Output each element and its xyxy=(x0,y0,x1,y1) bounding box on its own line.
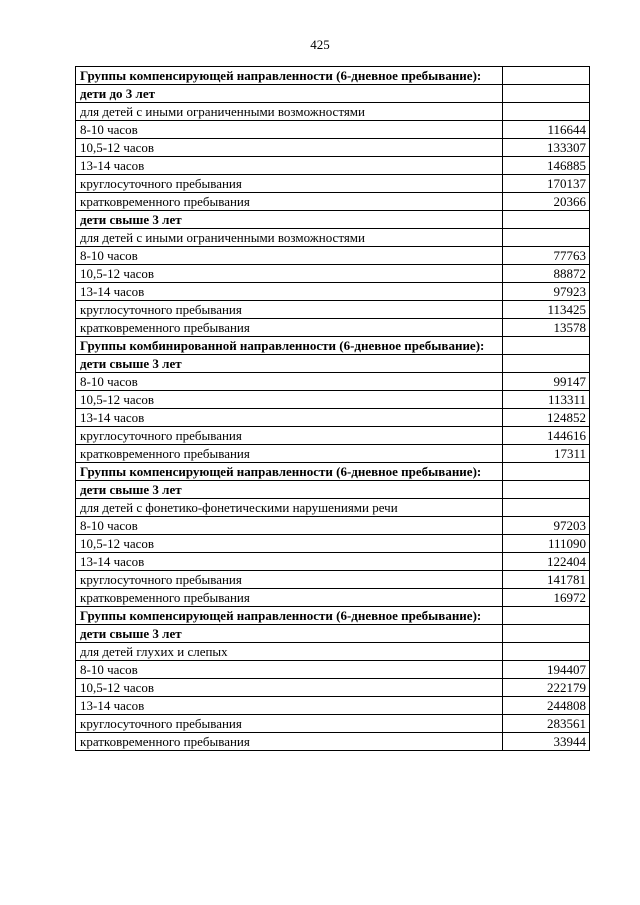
row-label: кратковременного пребывания xyxy=(76,193,503,211)
table-row xyxy=(76,391,590,409)
page-number: 425 xyxy=(310,37,330,52)
row-value: 16972 xyxy=(503,589,590,607)
row-label: 8-10 часов xyxy=(76,121,503,139)
table-section-row xyxy=(76,85,590,103)
row-value: 20366 xyxy=(503,193,590,211)
table-row xyxy=(76,229,590,247)
row-label: 13-14 часов xyxy=(76,283,503,301)
table-row xyxy=(76,247,590,265)
tariff-table-body xyxy=(76,67,590,751)
tariff-table xyxy=(75,66,590,751)
row-label: 13-14 часов xyxy=(76,409,503,427)
row-value: 113311 xyxy=(503,391,590,409)
table-row xyxy=(76,265,590,283)
table-section-row xyxy=(76,211,590,229)
row-label: кратковременного пребывания xyxy=(76,733,503,751)
table-row xyxy=(76,589,590,607)
table-section-row xyxy=(76,67,590,85)
table-row xyxy=(76,121,590,139)
row-label: для детей с иными ограниченными возможностями xyxy=(76,103,503,121)
table-row xyxy=(76,301,590,319)
row-value: 144616 xyxy=(503,427,590,445)
row-value: 222179 xyxy=(503,679,590,697)
table-row xyxy=(76,571,590,589)
row-label: 10,5-12 часов xyxy=(76,265,503,283)
row-value: 17311 xyxy=(503,445,590,463)
row-value: 170137 xyxy=(503,175,590,193)
table-row xyxy=(76,139,590,157)
row-label: круглосуточного пребывания xyxy=(76,571,503,589)
table-row xyxy=(76,157,590,175)
row-label: 8-10 часов xyxy=(76,661,503,679)
row-label: 8-10 часов xyxy=(76,517,503,535)
row-value: 133307 xyxy=(503,139,590,157)
table-row xyxy=(76,283,590,301)
row-value: 141781 xyxy=(503,571,590,589)
row-value xyxy=(503,337,590,355)
row-value: 13578 xyxy=(503,319,590,337)
row-label: для детей с иными ограниченными возможностями xyxy=(76,229,503,247)
table-row xyxy=(76,661,590,679)
row-label: кратковременного пребывания xyxy=(76,589,503,607)
table-section-row xyxy=(76,355,590,373)
table-row xyxy=(76,733,590,751)
table-section-row xyxy=(76,625,590,643)
table-section-row xyxy=(76,607,590,625)
table-row xyxy=(76,679,590,697)
table-row xyxy=(76,553,590,571)
row-value xyxy=(503,481,590,499)
row-label: дети до 3 лет xyxy=(76,85,503,103)
table-row xyxy=(76,175,590,193)
row-value xyxy=(503,607,590,625)
row-value xyxy=(503,499,590,517)
table-section-row xyxy=(76,337,590,355)
row-label: дети свыше 3 лет xyxy=(76,355,503,373)
row-label: 13-14 часов xyxy=(76,157,503,175)
row-value xyxy=(503,625,590,643)
row-label: 13-14 часов xyxy=(76,553,503,571)
row-label: 13-14 часов xyxy=(76,697,503,715)
row-label: 10,5-12 часов xyxy=(76,535,503,553)
row-value: 116644 xyxy=(503,121,590,139)
table-row xyxy=(76,643,590,661)
row-value: 97923 xyxy=(503,283,590,301)
row-label: круглосуточного пребывания xyxy=(76,301,503,319)
table-section-row xyxy=(76,481,590,499)
row-value: 113425 xyxy=(503,301,590,319)
table-row xyxy=(76,715,590,733)
table-row xyxy=(76,319,590,337)
row-label: кратковременного пребывания xyxy=(76,445,503,463)
row-value: 122404 xyxy=(503,553,590,571)
row-value xyxy=(503,103,590,121)
row-label: 8-10 часов xyxy=(76,373,503,391)
row-value: 33944 xyxy=(503,733,590,751)
table-row xyxy=(76,499,590,517)
row-value: 283561 xyxy=(503,715,590,733)
row-label: дети свыше 3 лет xyxy=(76,211,503,229)
row-label: круглосуточного пребывания xyxy=(76,715,503,733)
table-row xyxy=(76,445,590,463)
row-value: 124852 xyxy=(503,409,590,427)
row-value xyxy=(503,229,590,247)
table-row xyxy=(76,103,590,121)
table-row xyxy=(76,517,590,535)
row-value: 146885 xyxy=(503,157,590,175)
row-label: 8-10 часов xyxy=(76,247,503,265)
table-row xyxy=(76,535,590,553)
row-label: для детей с фонетико-фонетическими нарушениями речи xyxy=(76,499,503,517)
row-value: 77763 xyxy=(503,247,590,265)
row-value: 97203 xyxy=(503,517,590,535)
row-label: Группы компенсирующей направленности (6-дневное пребывание): xyxy=(76,607,503,625)
row-label: кратковременного пребывания xyxy=(76,319,503,337)
row-label: дети свыше 3 лет xyxy=(76,625,503,643)
row-label: 10,5-12 часов xyxy=(76,139,503,157)
row-value xyxy=(503,463,590,481)
row-value: 99147 xyxy=(503,373,590,391)
row-value: 111090 xyxy=(503,535,590,553)
row-value xyxy=(503,211,590,229)
table-row xyxy=(76,427,590,445)
row-label: Группы компенсирующей направленности (6-дневное пребывание): xyxy=(76,463,503,481)
table-row xyxy=(76,193,590,211)
row-label: Группы комбинированной направленности (6-дневное пребывание): xyxy=(76,337,503,355)
table-row xyxy=(76,697,590,715)
row-label: круглосуточного пребывания xyxy=(76,175,503,193)
row-value xyxy=(503,85,590,103)
row-value: 194407 xyxy=(503,661,590,679)
row-value: 244808 xyxy=(503,697,590,715)
table-section-row xyxy=(76,463,590,481)
row-value: 88872 xyxy=(503,265,590,283)
row-value xyxy=(503,643,590,661)
row-label: 10,5-12 часов xyxy=(76,391,503,409)
row-label: Группы компенсирующей направленности (6-дневное пребывание): xyxy=(76,67,503,85)
table-row xyxy=(76,373,590,391)
row-label: 10,5-12 часов xyxy=(76,679,503,697)
row-label: круглосуточного пребывания xyxy=(76,427,503,445)
row-label: для детей глухих и слепых xyxy=(76,643,503,661)
row-value xyxy=(503,355,590,373)
row-value xyxy=(503,67,590,85)
row-label: дети свыше 3 лет xyxy=(76,481,503,499)
table-row xyxy=(76,409,590,427)
